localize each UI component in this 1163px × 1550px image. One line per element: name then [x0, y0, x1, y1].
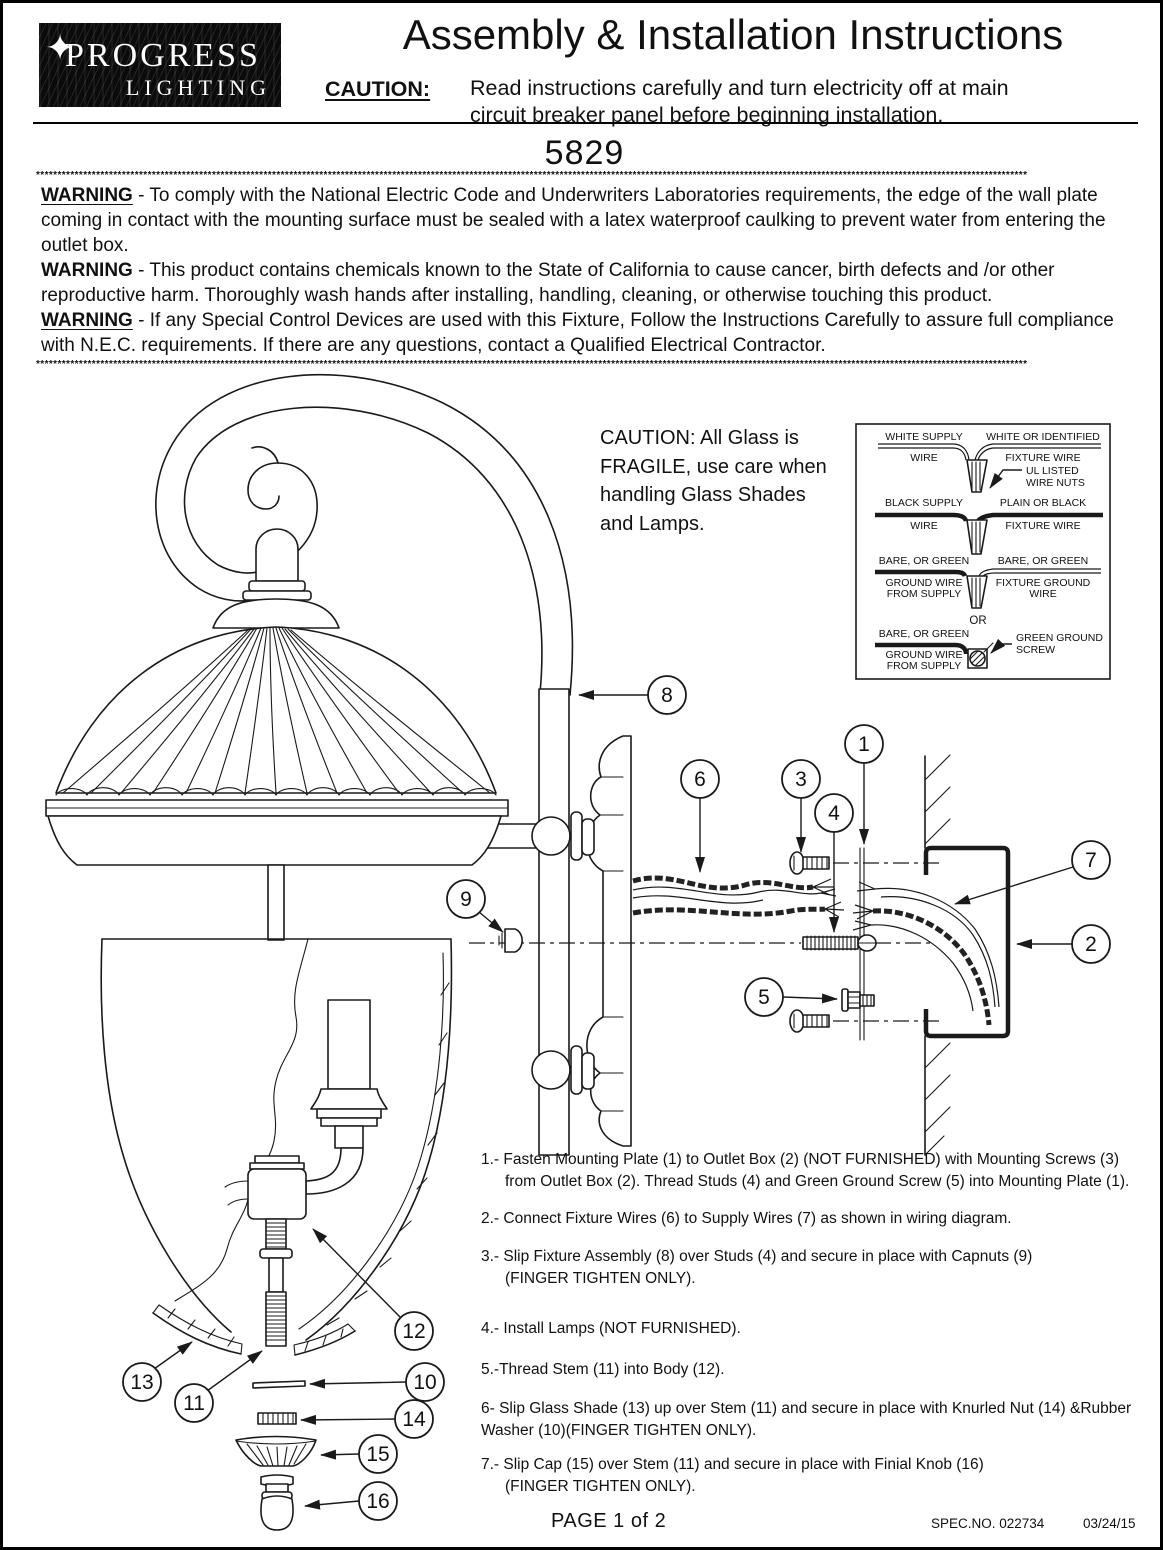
page-title: Assembly & Installation Instructions: [402, 11, 1064, 58]
callout-5: [745, 978, 837, 1016]
instruction-step-6-cont: Washer (10)(FINGER TIGHTEN ONLY).: [481, 1422, 757, 1439]
callout-7: [955, 841, 1110, 904]
wire-label: FIXTURE WIRE: [1005, 452, 1081, 464]
wire-label: WHITE SUPPLY: [885, 431, 963, 443]
warning-text: - This product contains chemicals known to the State of California to cause cancer, birth defects and /or other reproductive harm. Thoroughly wash hands after installing, handling, cleaning, or otherwise touching this product.: [41, 260, 1055, 306]
instruction-step-4: 4.- Install Lamps (NOT FURNISHED).: [481, 1320, 741, 1337]
glass-caution-line: FRAGILE, use care when: [600, 455, 827, 478]
lantern-fixture-drawing: [46, 375, 572, 1530]
wire-label: FROM SUPPLY: [886, 660, 962, 672]
warning-label: WARNING: [41, 310, 133, 331]
callout-8: [579, 676, 686, 714]
caution-label: CAUTION:: [325, 77, 431, 101]
wire-label: FIXTURE GROUND: [995, 577, 1091, 589]
instruction-step-7: 7.- Slip Cap (15) over Stem (11) and secure in place with Finial Knob (16): [481, 1456, 984, 1473]
wire-label: WIRE: [910, 452, 938, 464]
ground-screw-label: SCREW: [1016, 644, 1056, 656]
instruction-step-7-cont: (FINGER TIGHTEN ONLY).: [505, 1478, 696, 1495]
callout-6: [681, 760, 719, 872]
callout-9: [447, 880, 503, 932]
wire-label: WIRE: [910, 520, 938, 532]
brand-subname: LIGHTING: [125, 75, 271, 100]
assembly-diagram: [3, 3, 1163, 1550]
callout-12: [313, 1229, 433, 1350]
wire-label: WIRE: [1029, 588, 1057, 600]
wire-label: FIXTURE WIRE: [1005, 520, 1081, 532]
svg-text:3: 3: [795, 768, 807, 791]
wire-label: BARE, OR GREEN: [878, 555, 970, 567]
svg-text:13: 13: [130, 1371, 154, 1394]
callout-15: [321, 1435, 397, 1473]
spec-number: SPEC.NO. 022734: [931, 1516, 1045, 1531]
or-label: OR: [969, 615, 987, 627]
warning-text: - If any Special Control Devices are used with this Fixture, Follow the Instructions Carefully to assure full compliance with N.E.C. requirements. If there are any questions, contact a Qualified Electrical Contractor.: [41, 310, 1114, 356]
wire-label: BARE, OR GREEN: [997, 555, 1089, 567]
page-number: PAGE 1 of 2: [551, 1510, 667, 1532]
svg-text:11: 11: [183, 1392, 205, 1415]
svg-text:15: 15: [366, 1443, 390, 1466]
instruction-step-1-cont: from Outlet Box (2). Thread Studs (4) and Green Ground Screw (5) into Mounting Plate (1).: [505, 1173, 1130, 1190]
wire-label: FROM SUPPLY: [886, 588, 962, 600]
svg-text:2: 2: [1085, 933, 1097, 956]
wire-label: BARE, OR GREEN: [878, 628, 970, 640]
glass-caution-line: and Lamps.: [600, 512, 705, 535]
svg-text:16: 16: [366, 1490, 390, 1513]
svg-text:9: 9: [460, 888, 472, 911]
model-number: 5829: [544, 134, 625, 172]
callout-3: [782, 760, 820, 852]
wire-label: GROUND WIRE: [885, 649, 963, 661]
callout-16: [305, 1482, 397, 1520]
svg-text:6: 6: [694, 768, 706, 791]
svg-text:1: 1: [858, 733, 870, 756]
instruction-step-1: 1.- Fasten Mounting Plate (1) to Outlet Box (2) (NOT FURNISHED) with Mounting Screws (3): [481, 1151, 1119, 1168]
callout-10: [310, 1363, 444, 1401]
svg-text:12: 12: [402, 1320, 426, 1343]
wire-label: GROUND WIRE: [885, 577, 963, 589]
svg-text:8: 8: [661, 684, 673, 707]
separator-row: ***************************************************************************************************************************************************************************************************************************************: [36, 359, 1028, 370]
glass-caution-line: CAUTION: All Glass is: [600, 427, 799, 449]
warning-label: WARNING: [41, 260, 133, 281]
wire-label: PLAIN OR BLACK: [999, 497, 1087, 509]
wiring-diagram: [856, 424, 1110, 679]
svg-text:7: 7: [1085, 849, 1097, 872]
svg-text:4: 4: [828, 802, 840, 825]
separator-row: ***************************************************************************************************************************************************************************************************************************************: [36, 170, 1028, 181]
svg-text:10: 10: [413, 1371, 437, 1394]
callout-14: [301, 1400, 433, 1438]
revision-date: 03/24/15: [1083, 1516, 1136, 1531]
warning-text: - To comply with the National Electric Code and Underwriters Laboratories requirements, the edge of the wall plate coming in contact with the mounting surface must be sealed with a latex waterproof caulking to prevent water from entering the outlet box.: [41, 185, 1106, 256]
instruction-step-6: 6- Slip Glass Shade (13) up over Stem (11) and secure in place with Knurled Nut (14) &Rubber: [481, 1400, 1132, 1417]
svg-text:14: 14: [402, 1408, 426, 1431]
warning-label: WARNING: [41, 185, 133, 206]
ground-screw-label: GREEN GROUND: [1016, 632, 1103, 644]
wire-label: BLACK SUPPLY: [884, 497, 964, 509]
callout-2: [1017, 925, 1110, 963]
caution-text-line1: Read instructions carefully and turn electricity off at main: [470, 76, 1009, 100]
brand-name: PROGRESS: [65, 37, 261, 74]
wire-nut-label: WIRE NUTS: [1026, 477, 1085, 489]
svg-text:5: 5: [758, 986, 770, 1009]
callout-1: [845, 725, 883, 844]
glass-caution-line: handling Glass Shades: [600, 484, 806, 506]
wire-nut-label: UL LISTED: [1026, 465, 1079, 477]
glass-caution-note: [600, 424, 827, 538]
instruction-step-5: 5.-Thread Stem (11) into Body (12).: [481, 1361, 725, 1378]
wire-label: WHITE OR IDENTIFIED: [986, 431, 1100, 443]
sparkle-icon: ✦: [45, 27, 76, 68]
callout-11: [175, 1351, 262, 1422]
instruction-step-2: 2.- Connect Fixture Wires (6) to Supply Wires (7) as shown in wiring diagram.: [481, 1210, 1012, 1227]
caution-text-line2: circuit breaker panel before beginning installation.: [470, 103, 944, 127]
instruction-step-3: 3.- Slip Fixture Assembly (8) over Studs (4) and secure in place with Capnuts (9): [481, 1248, 1033, 1265]
instruction-step-3-cont: (FINGER TIGHTEN ONLY).: [505, 1270, 696, 1287]
